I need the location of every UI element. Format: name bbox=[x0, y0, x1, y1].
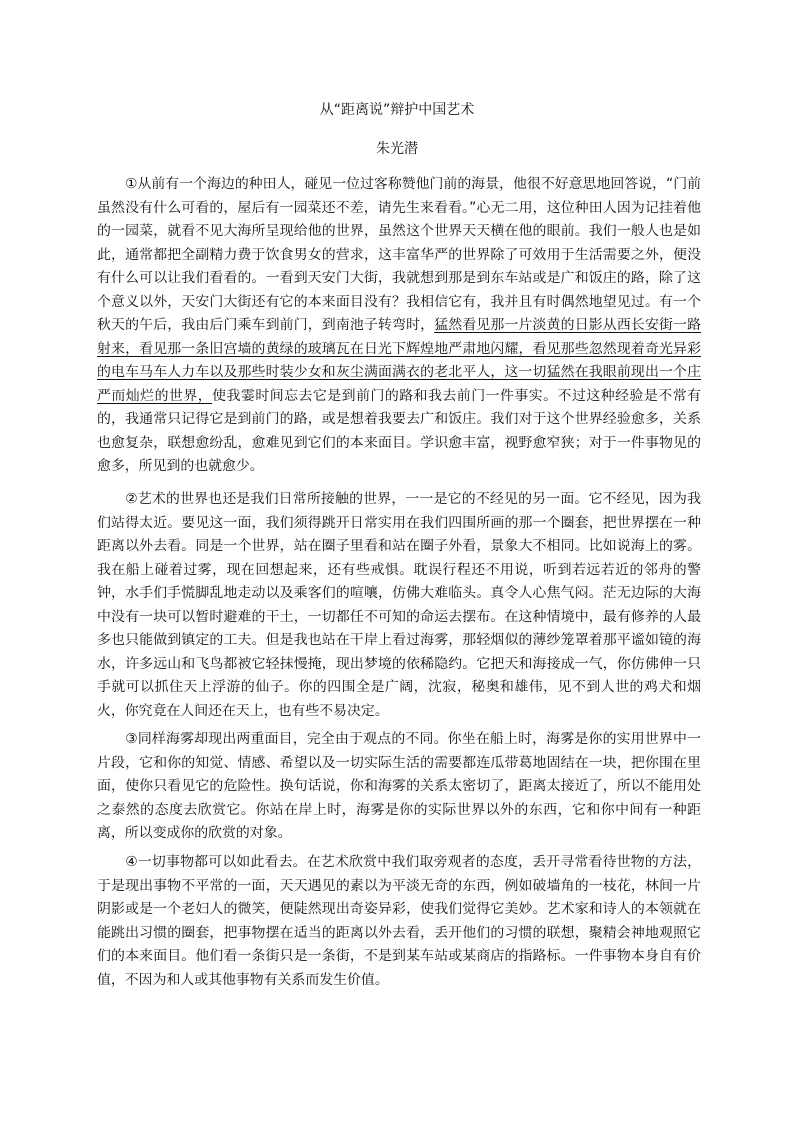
paragraph-4-text: ④一切事物都可以如此看去。在艺术欣赏中我们取旁观者的态度，丢开寻常看待世物的方法，于是现出事物不平常的一面，天天遇见的素以为平淡无奇的东西，例如破墙角的一枝花，林间一片阴影或是一个老妇人的微笑，便陡然现出奇姿异彩，使我们觉得它美妙。艺术家和诗人的本领就在能跳出习惯的圈套，把事物摆在适当的距离以外去看，丢开他们的习惯的联想，聚精会神地观照它们的本来面目。他们看一条街只是一条街，不是到某车站或某商店的指路标。一件事物本身自有价值，不因为和人或其他事物有关系而发生价值。 bbox=[97, 854, 701, 988]
paragraph-1-underlined-text: 猛然看见那一片淡黄的日影从西长安街一路射来，看见那一条旧宫墙的黄绿的玻璃瓦在日光下辉煌地严肃地闪耀，看见那些忽然现着奇光异彩的电车马车人力车以及那些时装少女和灰尘满面满衣的老北平人，这一切猛然在我眼前现出一个庄严而灿烂的世界， bbox=[97, 317, 701, 404]
paragraph-3-text: ③同样海雾却现出两重面目，完全由于观点的不同。你坐在船上时，海雾是你的实用世界中一片段，它和你的知觉、情感、希望以及一切实际生活的需要都连瓜带葛地固结在一块，把你围在里面，使你只看见它的危险性。换句话说，你和海雾的关系太密切了，距离太接近了，所以不能用处之泰然的态度去欣赏它。你站在岸上时，海雾是你的实际世界以外的东西，它和你中间有一种距离，所以变成你的欣赏的对象。 bbox=[97, 731, 701, 841]
paragraph-1-text-before: ①从前有一个海边的种田人，碰见一位过客称赞他门前的海景，他很不好意思地回答说，“门前虽然没有什么可看的，屋后有一园菜还不差，请先生来看看。”心无二用，这位种田人因为记挂着他的一园菜，就看不见大海所呈现给他的世界，虽然这个世界天天横在他的眼前。我们一般人也是如此，通常都把全副精力费于饮食男女的营求，这丰富华严的世界除了可效用于生活需要之外，便没有什么可以让我们看看的。一看到天安门大街，我就想到那是到东车站或是广和饭庄的路，除了这个意义以外，天安门大街还有它的本来面目没有？我相信它有，我并且有时偶然地望见过。有一个秋天的午后，我由后门乘车到前门，到南池子转弯时， bbox=[97, 176, 701, 333]
paragraph-2 bbox=[97, 488, 701, 723]
paragraph-4 bbox=[97, 851, 701, 992]
paragraph-1-text-after: 使我霎时间忘去它是到前门的路和我去前门一件事实。不过这种经验是不常有的，我通常只记得它是到前门的路，或是想着我要去广和饭庄。我们对于这个世界经验愈多，关系也愈复杂，联想愈纷乱，愈难见到它们的本来面目。学识愈丰富，视野愈窄狭；对于一件事物见的愈多，所见到的也就愈少。 bbox=[97, 387, 701, 474]
paragraph-3 bbox=[97, 728, 701, 846]
document-title: 从“距离说”辩护中国艺术 bbox=[319, 102, 475, 118]
document-author: 朱光潜 bbox=[376, 141, 418, 157]
paragraph-2-text: ②艺术的世界也还是我们日常所接触的世界，一一是它的不经见的另一面。它不经见，因为我们站得太近。要见这一面，我们须得跳开日常实用在我们四围所画的那一个圈套，把世界摆在一种距离以外去看。同是一个世界，站在圈子里看和站在圈子外看，景象大不相同。比如说海上的雾。我在船上碰着过雾，现在回想起来，还有些戒惧。耽误行程还不用说，听到若远若近的邻舟的警钟，水手们手慌脚乱地走动以及乘客们的喧嚷，仿佛大难临头。真令人心焦气闷。茫无边际的大海中没有一块可以暂时避难的干土，一切都任不可知的命运去摆布。在这种情境中，最有修养的人最多也只能做到镇定的工夫。但是我也站在干岸上看过海雾，那轻烟似的薄纱笼罩着那平谧如镜的海水，许多远山和飞鸟都被它轻抹慢掩，现出梦境的依稀隐约。它把天和海接成一气，你仿佛伸一只手就可以抓住天上浮游的仙子。你的四围全是广阔，沈寂，秘奥和雄伟，见不到人世的鸡犬和烟火，你究竟在人间还在天上，也有些不易决定。 bbox=[97, 491, 701, 719]
paragraph-1 bbox=[97, 173, 701, 479]
